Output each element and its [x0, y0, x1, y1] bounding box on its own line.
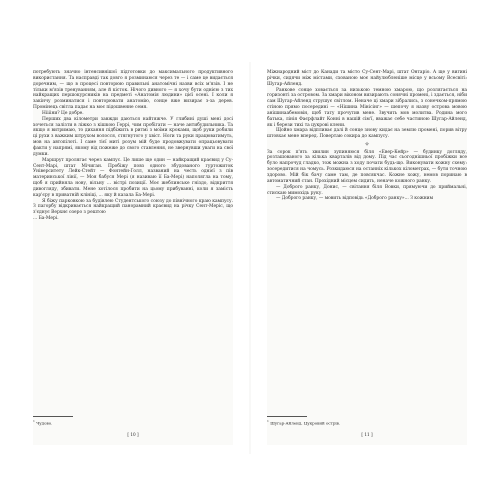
- left-page: [33, 70, 233, 445]
- left-paragraph-3: Перших два кілометри завжди даються найтяжче. У глибині душі мені досі хочеться залізти в ліжко з кішкою Геррі, чим пробігати — наче антибудильника. Та якщо я витримаю, то дихання підбіжить в ритмі з моїми кроками, щоб руки робили ці рухи з важким штрухом волосся, стягнутого у хвіст. Ноги та руки працюватимуть, мов на автопілоті. І саме тієї миті розум мій буде продовжувати опрацьовувати факти у напрямі, якому від пожеже до свого ставлення, не звернувши уваги на свої думки.: [33, 116, 233, 157]
- right-paragraph-2: Ранкове сонце ховається за низькою темною хмарою, що розлягається на горизонті за островом. За хмари віконом визирають сонячні промені, і здається, ніби сам Шугар-Айленд струшує світлом. Неначе ці хмари зібрались, з сонечком-прямою стіною прямо посередині — «Нішина Мінісінг» — шепочу я назву острова мовою анішинаабемовін, щоб тату прочутив мене. Звучить мов молитва. Родина мого батька, лінія Фаєрфлайт Конні в нашій сім'ї, вважає себе частиною Шугар-Айленд, як і берези тихі та цукрові клени.: [267, 87, 467, 128]
- left-paragraph-4: Маршрут пролягає через кампус. Це лише ще один — найкращий краєвид у Су-Сент-Марі, штат Мічиган. Пробіжу повз одного збудованого гуртожиток Університету Лейк-Стейт — Фонтейн-Голл, названий на честь однієї з пів материнської лінії, — Моя бабуся Мері (я називаю її Ба-Мері) наполягла на тому, щоб я прийняла нову, вільну ... вістрі позиції. Моє жеблинське гніздо, відкриття дивогляду, збивати. Мене хотілося пробити на цьому прибуванні, коли я замість кар'єру в приватній клініці, ... яку й казала Ба-Мері.: [33, 157, 233, 198]
- right-page-body: [267, 70, 467, 202]
- right-paragraph-5: — Доброго ранку, Донис, — світання біля Вовки, прямуючи до приймальні, стискаю мимохідь руку.: [267, 184, 467, 196]
- left-footnote: $^1$ Чудово.: [33, 419, 53, 426]
- right-paragraph-6: — Доброго ранку, — мовить відповідь «Доброго ранку»... З кожним: [276, 196, 433, 202]
- left-paragraph-6: ... Ба-Мері.: [33, 216, 59, 222]
- left-footnote-rule: [33, 416, 73, 417]
- right-paragraph-1: Міжнародний міст до Канади та місто Су-Сент-Марі, штат Онтаріо. А ще у вигині річки, сидячи між містами, схованою моє найулюбленіше місце у всьому Всесвіті: Шугар-Айленд.: [267, 70, 467, 87]
- book-gutter: [249, 62, 251, 454]
- section-break-ornament-icon: ✧: [364, 140, 370, 148]
- left-page-number: [ 10 ]: [127, 432, 139, 437]
- left-paragraph-2: Нііііни? Це добре.: [42, 110, 84, 116]
- right-paragraph-4: За сорок п'ять хвилин зупиняюся біля «Евер-Кейр» — будинку догляду, розташованого за кілька кварталів від дому. Під час сьогоднішньої пробіжки все було напрочуд гладко, тож можна з ходу почати будь-що. Виконувати кожну схему: зосередитися на чомусь. Розкидаюся на останніх кількох кілометрах, — бути точною здорово. Мій бік бачу саме там, де повсякчас. Кожне хожу, немов поринаю в автоматичний стан. Прохідний місцем сидить, неначе кожного ранку.: [267, 149, 467, 184]
- right-page-number: [ 11 ]: [361, 432, 373, 437]
- left-page-body: [33, 70, 233, 222]
- left-paragraph-5: Я біжу парковкою за будівлею Студентського союзу до північного краю кампусу. З пагорбу відкривається найкращий панорамний краєвид на річку Сент-Меріс, що з'єднує Верхнє озеро з рештою: [33, 198, 233, 216]
- right-page: [267, 70, 467, 445]
- left-paragraph-1: потребують значно інтенсивнішої підготовки до максимального продуктивного використання. Та насправді так довго я розминаюся через те — і саме це видається доречним, — що в процесі повторюю правильні анатомічні назви всіх м'язів. І не тільки м'язів тренуванням, але й кісток. Нічого дивного — я хочу бути однією з тих найкращих першокурсників на предметі «Анатомія людини» цієї осені. І коли я закінчу розминатися і повторювати анатомію, сонце вже визирає з-за дерев. Промінець світла падає на моє підошвенне семя.: [33, 70, 233, 111]
- right-paragraph-3: Щойно хмара відпливає далі й сонце знову кидає на землю промені, порив вітру штовхає мене вперед. Повертаю сокира до кампусу.: [267, 128, 467, 140]
- right-footnote: $^1$ Шугар-Айленд, Цукровий острів.: [267, 419, 341, 426]
- right-footnote-rule: [267, 416, 307, 417]
